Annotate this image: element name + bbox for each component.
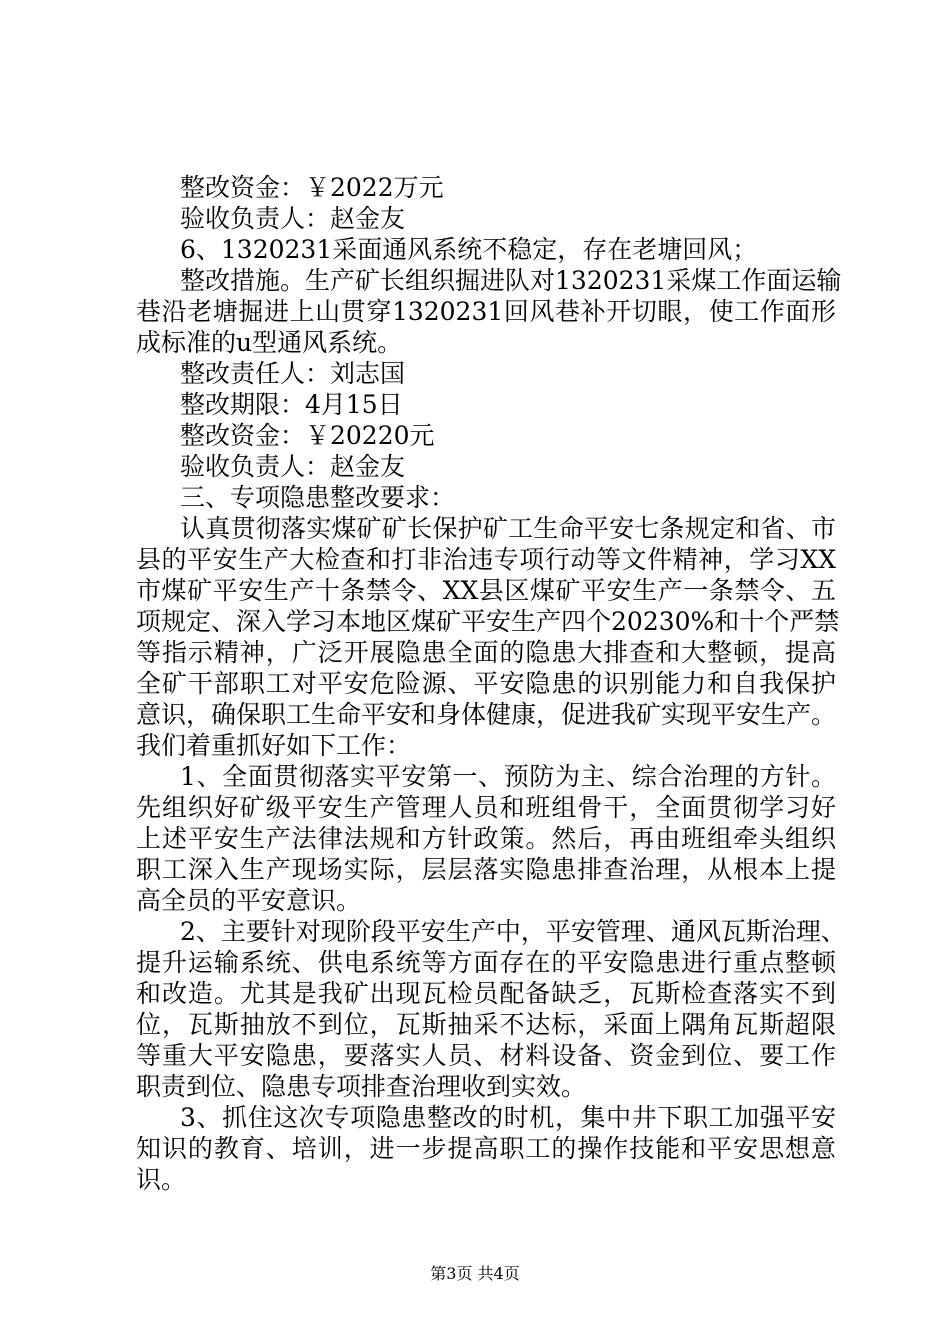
text-line: 3、抓住这次专项隐患整改的时机，集中井下职工加强平安 (180, 1103, 836, 1132)
text-line: 验收负责人：赵金友 (180, 452, 406, 481)
text-line: 市煤矿平安生产十条禁令、XX县区煤矿平安生产一条禁令、五 (136, 576, 836, 605)
text-line: 先组织好矿级平安生产管理人员和班组骨干，全面贯彻学习好 (136, 793, 836, 822)
text-line: 验收负责人：赵金友 (180, 204, 406, 233)
text-line: 项规定、深入学习本地区煤矿平安生产四个20230%和十个严禁 (136, 607, 840, 636)
text-line: 整改资金：￥2022万元 (180, 173, 444, 202)
text-line: 6、1320231采面通风系统不稳定，存在老塘回风； (180, 235, 758, 264)
text-line: 提升运输系统、供电系统等方面存在的平安隐患进行重点整顿 (136, 948, 836, 977)
text-line: 整改责任人：刘志国 (180, 359, 406, 388)
text-line: 知识的教育、培训，进一步提高职工的操作技能和平安思想意 (136, 1134, 836, 1163)
text-line: 整改资金：￥20220元 (180, 421, 435, 450)
text-line: 1、全面贯彻落实平安第一、预防为主、综合治理的方针。 (180, 762, 836, 791)
text-line: 巷沿老塘掘进上山贯穿1320231回风巷补开切眼，使工作面形 (136, 297, 836, 326)
section-heading: 三、专项隐患整改要求： (180, 483, 456, 512)
text-line: 职责到位、隐患专项排查治理收到实效。 (136, 1072, 587, 1101)
text-line: 整改措施。生产矿长组织掘进队对1320231采煤工作面运输 (180, 266, 842, 295)
text-line: 职工深入生产现场实际，层层落实隐患排查治理，从根本上提 (136, 855, 836, 884)
text-line: 识。 (136, 1165, 187, 1194)
document-body (136, 172, 846, 1195)
text-line: 我们着重抓好如下工作： (136, 731, 412, 760)
text-line: 等重大平安隐患，要落实人员、材料设备、资金到位、要工作 (136, 1041, 836, 1070)
text-line: 上述平安生产法律法规和方针政策。然后，再由班组牵头组织 (136, 824, 836, 853)
text-line: 意识，确保职工生命平安和身体健康，促进我矿实现平安生产。 (136, 700, 837, 729)
text-line: 全矿干部职工对平安危险源、平安隐患的识别能力和自我保护 (136, 669, 836, 698)
text-line: 和改造。尤其是我矿出现瓦检员配备缺乏，瓦斯检查落实不到 (136, 979, 836, 1008)
text-line: 2、主要针对现阶段平安生产中，平安管理、通风瓦斯治理、 (180, 917, 846, 946)
text-line: 等指示精神，广泛开展隐患全面的隐患大排查和大整顿，提高 (136, 638, 836, 667)
text-line: 整改期限：4月15日 (180, 390, 403, 419)
text-line: 位，瓦斯抽放不到位，瓦斯抽采不达标，采面上隅角瓦斯超限 (136, 1010, 836, 1039)
text-line: 高全员的平安意识。 (136, 886, 362, 915)
text-line: 认真贯彻落实煤矿矿长保护矿工生命平安七条规定和省、市 (180, 514, 836, 543)
text-line: 成标准的u型通风系统。 (136, 328, 403, 357)
text-line: 县的平安生产大检查和打非治违专项行动等文件精神，学习XX (136, 545, 836, 574)
page-number: 第3页 共4页 (430, 1264, 520, 1283)
